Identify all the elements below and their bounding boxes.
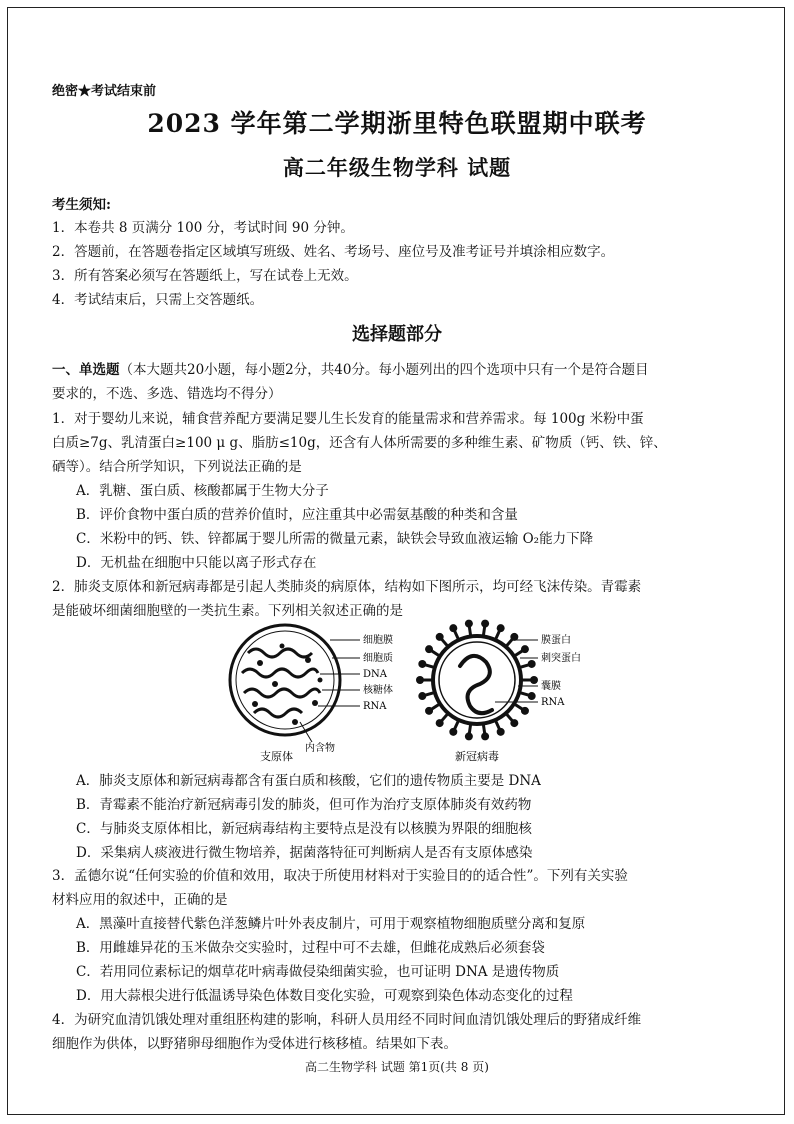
spike-head (528, 660, 536, 668)
spike-head (530, 676, 538, 684)
q1-option-d: D．无机盐在细胞中只能以离子形式存在 (76, 555, 317, 571)
part-label: 一、单选题 (52, 362, 120, 378)
notice-item: 4．考试结束后，只需上交答题纸。 (52, 292, 264, 308)
pathogen-figure (220, 618, 590, 768)
mycoplasma-label-inclusion: 内含物 (305, 743, 335, 754)
secret-mark: 绝密★考试结束前 (52, 84, 157, 99)
spike-head (416, 676, 424, 684)
q2-option-c: C．与肺炎支原体相比，新冠病毒结构主要特点是没有以核膜为界限的细胞核 (76, 821, 532, 837)
spike-head (528, 692, 536, 700)
virus-label-envelope: 囊膜 (541, 681, 561, 692)
spike-head (449, 728, 457, 736)
q3-stem: 3．孟德尔说“任何实验的价值和效用，取决于所使用材料对于实验目的的适合性”。下列有关实验 (52, 868, 628, 884)
spike-head (510, 633, 518, 641)
q3-option-a: A．黑藻叶直接替代紫色洋葱鳞片叶外表皮制片，可用于观察植物细胞质壁分离和复原 (76, 916, 586, 932)
q3-option-b: B．用雌雄异花的玉米做杂交实验时，过程中可不去雄，但雌花成熟后必须套袋 (76, 940, 545, 956)
q1-stem: 白质≥7g、乳清蛋白≥100 μ g、脂肪≤10g，还含有人体所需要的多种维生素、矿物质（钙、铁、锌、 (52, 435, 667, 451)
spike-head (418, 660, 426, 668)
mycoplasma-caption: 支原体 (260, 750, 293, 763)
spike-head (497, 624, 505, 632)
notice-item: 2．答题前，在答题卷指定区域填写班级、姓名、考场号、座位号及准考证号并填涂相应数字。 (52, 244, 615, 260)
q2-option-b: B．青霉素不能治疗新冠病毒引发的肺炎，但可作为治疗支原体肺炎有效药物 (76, 797, 532, 813)
virus-label-spike-protein: 刺突蛋白 (541, 653, 581, 664)
mycoplasma-label-cytoplasm: 细胞质 (363, 653, 393, 664)
spike-head (418, 692, 426, 700)
virus-label-rna: RNA (541, 697, 565, 708)
spike-stalk (483, 627, 484, 637)
spike-stalk (483, 724, 484, 734)
q2-stem: 2．肺炎支原体和新冠病毒都是引起人类肺炎的病原体，结构如下图所示，均可经飞沫传染。青霉素 (52, 579, 642, 595)
spike-head (449, 624, 457, 632)
spike-stalk (455, 631, 459, 640)
part-description (52, 358, 648, 378)
spike-head (425, 707, 433, 715)
q3-option-c: C．若用同位素标记的烟草花叶病毒做侵染细菌实验，也可证明 DNA 是遗传物质 (76, 964, 560, 980)
part-desc-2: 要求的，不选、多选、错选均不得分） (52, 386, 282, 402)
spike-stalk (495, 631, 499, 640)
q2-stem: 是能破坏细菌细胞壁的一类抗生素。下列相关叙述正确的是 (52, 603, 403, 619)
spike-head (481, 620, 489, 628)
spike-stalk (514, 651, 522, 656)
part-desc-1: （本大题共20小题，每小题2分，共40分。每小题列出的四个选项中只有一个是符合题目 (119, 362, 649, 378)
spike-head (465, 732, 473, 740)
spike-stalk (469, 724, 470, 734)
spike-head (436, 633, 444, 641)
section-title: 选择题部分 (352, 324, 442, 345)
coronavirus-diagram (416, 620, 538, 741)
spike-head (436, 719, 444, 727)
notice-item: 1．本卷共 8 页满分 100 分，考试时间 90 分钟。 (52, 220, 354, 236)
spike-head (521, 645, 529, 653)
spike-head (465, 620, 473, 628)
spike-stalk (432, 651, 440, 656)
mycoplasma-label-membrane: 细胞膜 (363, 635, 393, 646)
spike-stalk (425, 665, 435, 668)
spike-stalk (455, 720, 459, 729)
virus-label-membrane-protein: 膜蛋白 (541, 635, 571, 646)
subject-title: 高二年级生物学科 试题 (282, 155, 512, 180)
q4-stem: 细胞作为供体，以野猪卵母细胞作为受体进行核移植。结果如下表。 (52, 1036, 457, 1052)
spike-head (510, 719, 518, 727)
mycoplasma-label-dna: DNA (363, 669, 387, 680)
spike-stalk (506, 639, 513, 647)
spike-head (521, 707, 529, 715)
spike-head (425, 645, 433, 653)
q3-option-d: D．用大蒜根尖进行低温诱导染色体数目变化实验，可观察到染色体动态变化的过程 (76, 988, 573, 1004)
spike-stalk (432, 704, 440, 709)
q2-option-a: A．肺炎支原体和新冠病毒都含有蛋白质和核酸，它们的遗传物质主要是 DNA (76, 773, 541, 789)
mycoplasma-label-ribosome: 核糖体 (363, 685, 393, 696)
q1-option-a: A．乳糖、蛋白质、核酸都属于生物大分子 (76, 483, 329, 499)
mycoplasma-label-rna: RNA (363, 701, 387, 712)
notice-item: 3．所有答案必须写在答题纸上，写在试卷上无效。 (52, 268, 358, 284)
notice-heading: 考生须知: (52, 197, 111, 213)
q3-stem: 材料应用的叙述中，正确的是 (52, 892, 228, 908)
virus-caption: 新冠病毒 (455, 750, 499, 763)
spike-stalk (506, 713, 513, 721)
spike-stalk (519, 665, 529, 668)
q1-option-c: C．米粉中的钙、铁、锌都属于婴儿所需的微量元素，缺铁会导致血液运输 O₂能力下降 (76, 531, 594, 547)
spike-stalk (425, 692, 435, 695)
spike-stalk (442, 639, 449, 647)
spike-stalk (514, 704, 522, 709)
spike-stalk (519, 692, 529, 695)
spike-head (497, 728, 505, 736)
mycoplasma-diagram (230, 625, 360, 742)
q4-stem: 4．为研究血清饥饿处理对重组胚构建的影响，科研人员用经不同时间血清饥饿处理后的野猪成纤维 (52, 1012, 642, 1028)
spike-head (481, 732, 489, 740)
spike-stalk (442, 713, 449, 721)
q2-option-d: D．采集病人痰液进行微生物培养，据菌落特征可判断病人是否有支原体感染 (76, 845, 533, 861)
page-footer: 高二生物学科 试题 第1页(共 8 页) (305, 1060, 489, 1074)
q1-option-b: B．评价食物中蛋白质的营养价值时，应注重其中必需氨基酸的种类和含量 (76, 507, 518, 523)
spike-stalk (469, 627, 470, 637)
spike-stalk (495, 720, 499, 729)
q1-stem: 1．对于婴幼儿来说，辅食营养配方要满足婴儿生长发育的能量需求和营养需求。每 100g 米粉中蛋 (52, 411, 644, 427)
q1-stem: 硒等）。结合所学知识，下列说法正确的是 (52, 459, 302, 475)
exam-title: 2023 学年第二学期浙里特色联盟期中联考 (147, 109, 647, 138)
